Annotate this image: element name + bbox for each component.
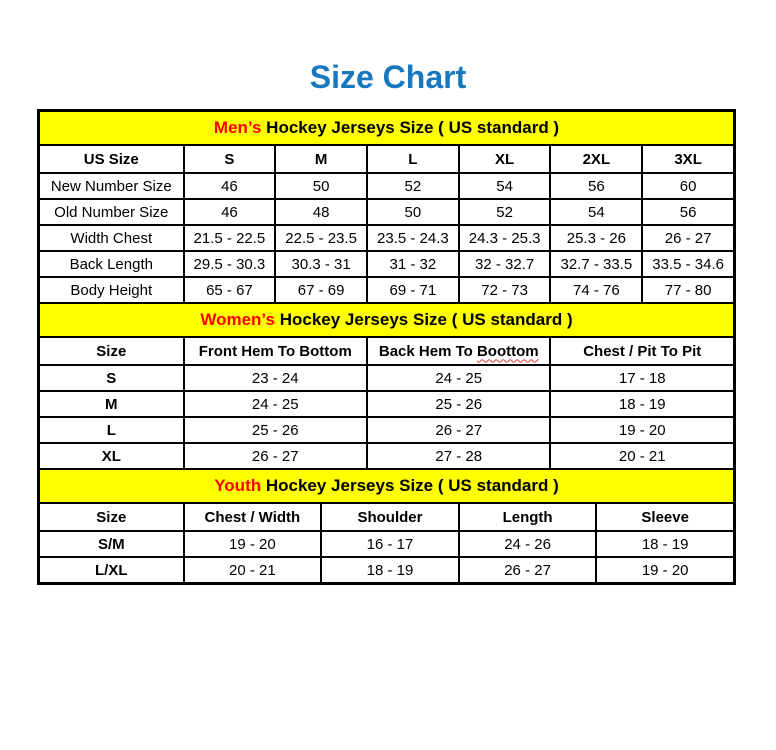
size-table-youth — [38, 468, 735, 584]
size-value-cell: 26 - 27 — [184, 443, 367, 469]
size-value-cell: 23 - 24 — [184, 365, 367, 391]
size-value-cell: 19 - 20 — [596, 557, 734, 583]
row-label: Body Height — [39, 277, 184, 303]
column-header: L — [367, 145, 459, 173]
size-value-cell: 16 - 17 — [321, 531, 459, 557]
section-band-text: Hockey Jerseys Size ( US standard ) — [274, 310, 573, 329]
row-label: S/M — [39, 531, 184, 557]
size-value-cell: 74 - 76 — [550, 277, 642, 303]
header-row — [39, 503, 734, 531]
size-value-cell: 65 - 67 — [184, 277, 276, 303]
size-value-cell: 52 — [459, 199, 551, 225]
column-header: Chest / Width — [184, 503, 322, 531]
size-value-cell: 56 — [550, 173, 642, 199]
column-header: S — [184, 145, 276, 173]
size-value-cell: 60 — [642, 173, 734, 199]
size-value-cell: 29.5 - 30.3 — [184, 251, 276, 277]
size-value-cell: 23.5 - 24.3 — [367, 225, 459, 251]
size-value-cell: 46 — [184, 199, 276, 225]
section-band-highlight: Women’s — [200, 310, 275, 329]
section-band-text: Hockey Jerseys Size ( US standard ) — [261, 118, 560, 137]
row-label: Old Number Size — [39, 199, 184, 225]
table-row — [39, 557, 734, 583]
size-value-cell: 52 — [367, 173, 459, 199]
table-row — [39, 225, 734, 251]
row-label: L/XL — [39, 557, 184, 583]
size-chart-container — [37, 109, 736, 585]
table-row — [39, 173, 734, 199]
column-header: Sleeve — [596, 503, 734, 531]
row-label: M — [39, 391, 184, 417]
section-band-text: Hockey Jerseys Size ( US standard ) — [261, 476, 559, 495]
size-value-cell: 20 - 21 — [550, 443, 734, 469]
size-value-cell: 32.7 - 33.5 — [550, 251, 642, 277]
size-value-cell: 32 - 32.7 — [459, 251, 551, 277]
section-band-highlight: Youth — [214, 476, 262, 495]
size-value-cell: 24 - 25 — [367, 365, 550, 391]
column-header: Front Hem To Bottom — [184, 337, 367, 365]
size-value-cell: 54 — [459, 173, 551, 199]
size-value-cell: 69 - 71 — [367, 277, 459, 303]
column-header: XL — [459, 145, 551, 173]
row-label: Back Length — [39, 251, 184, 277]
size-value-cell: 50 — [275, 173, 367, 199]
size-value-cell: 18 - 19 — [596, 531, 734, 557]
table-row — [39, 251, 734, 277]
section-band-row — [39, 303, 734, 337]
row-label: XL — [39, 443, 184, 469]
size-value-cell: 20 - 21 — [184, 557, 322, 583]
column-header: Size — [39, 337, 184, 365]
size-value-cell: 48 — [275, 199, 367, 225]
size-value-cell: 46 — [184, 173, 276, 199]
size-value-cell: 54 — [550, 199, 642, 225]
table-row — [39, 443, 734, 469]
row-label: New Number Size — [39, 173, 184, 199]
size-value-cell: 72 - 73 — [459, 277, 551, 303]
size-table-mens — [38, 110, 735, 304]
size-value-cell: 17 - 18 — [550, 365, 734, 391]
header-row — [39, 145, 734, 173]
size-value-cell: 50 — [367, 199, 459, 225]
size-value-cell: 19 - 20 — [184, 531, 322, 557]
column-header: Length — [459, 503, 597, 531]
size-value-cell: 24 - 26 — [459, 531, 597, 557]
column-header-text: Back Hem To — [378, 342, 477, 360]
column-header: M — [275, 145, 367, 173]
table-row — [39, 365, 734, 391]
size-value-cell: 67 - 69 — [275, 277, 367, 303]
size-table-womens — [38, 302, 735, 470]
table-row — [39, 277, 734, 303]
size-chart-sections — [38, 110, 735, 584]
size-value-cell: 24.3 - 25.3 — [459, 225, 551, 251]
header-row — [39, 337, 734, 365]
size-value-cell: 26 - 27 — [459, 557, 597, 583]
size-value-cell: 30.3 - 31 — [275, 251, 367, 277]
size-value-cell: 27 - 28 — [367, 443, 550, 469]
size-value-cell: 19 - 20 — [550, 417, 734, 443]
size-value-cell: 56 — [642, 199, 734, 225]
row-label: S — [39, 365, 184, 391]
row-label: L — [39, 417, 184, 443]
column-header: US Size — [39, 145, 184, 173]
table-row — [39, 199, 734, 225]
section-band-youth — [39, 469, 734, 503]
size-value-cell: 26 - 27 — [642, 225, 734, 251]
column-header: 3XL — [642, 145, 734, 173]
table-row — [39, 531, 734, 557]
size-value-cell: 21.5 - 22.5 — [184, 225, 276, 251]
size-value-cell: 22.5 - 23.5 — [275, 225, 367, 251]
size-value-cell: 18 - 19 — [321, 557, 459, 583]
size-value-cell: 26 - 27 — [367, 417, 550, 443]
size-value-cell: 77 - 80 — [642, 277, 734, 303]
section-band-row — [39, 111, 734, 145]
size-value-cell: 25 - 26 — [367, 391, 550, 417]
size-value-cell: 18 - 19 — [550, 391, 734, 417]
row-label: Width Chest — [39, 225, 184, 251]
table-row — [39, 391, 734, 417]
size-value-cell: 25 - 26 — [184, 417, 367, 443]
column-header — [367, 337, 550, 365]
section-band-mens — [39, 111, 734, 145]
page-title: Size Chart — [309, 59, 467, 95]
column-header: Size — [39, 503, 184, 531]
section-band-row — [39, 469, 734, 503]
table-row — [39, 417, 734, 443]
column-header: Chest / Pit To Pit — [550, 337, 734, 365]
section-band-womens — [39, 303, 734, 337]
size-value-cell: 25.3 - 26 — [550, 225, 642, 251]
column-header: 2XL — [550, 145, 642, 173]
size-value-cell: 33.5 - 34.6 — [642, 251, 734, 277]
section-band-highlight: Men’s — [213, 118, 262, 137]
column-header: Shoulder — [321, 503, 459, 531]
misspelled-word: Boottom — [476, 342, 539, 360]
size-value-cell: 24 - 25 — [184, 391, 367, 417]
size-value-cell: 31 - 32 — [367, 251, 459, 277]
